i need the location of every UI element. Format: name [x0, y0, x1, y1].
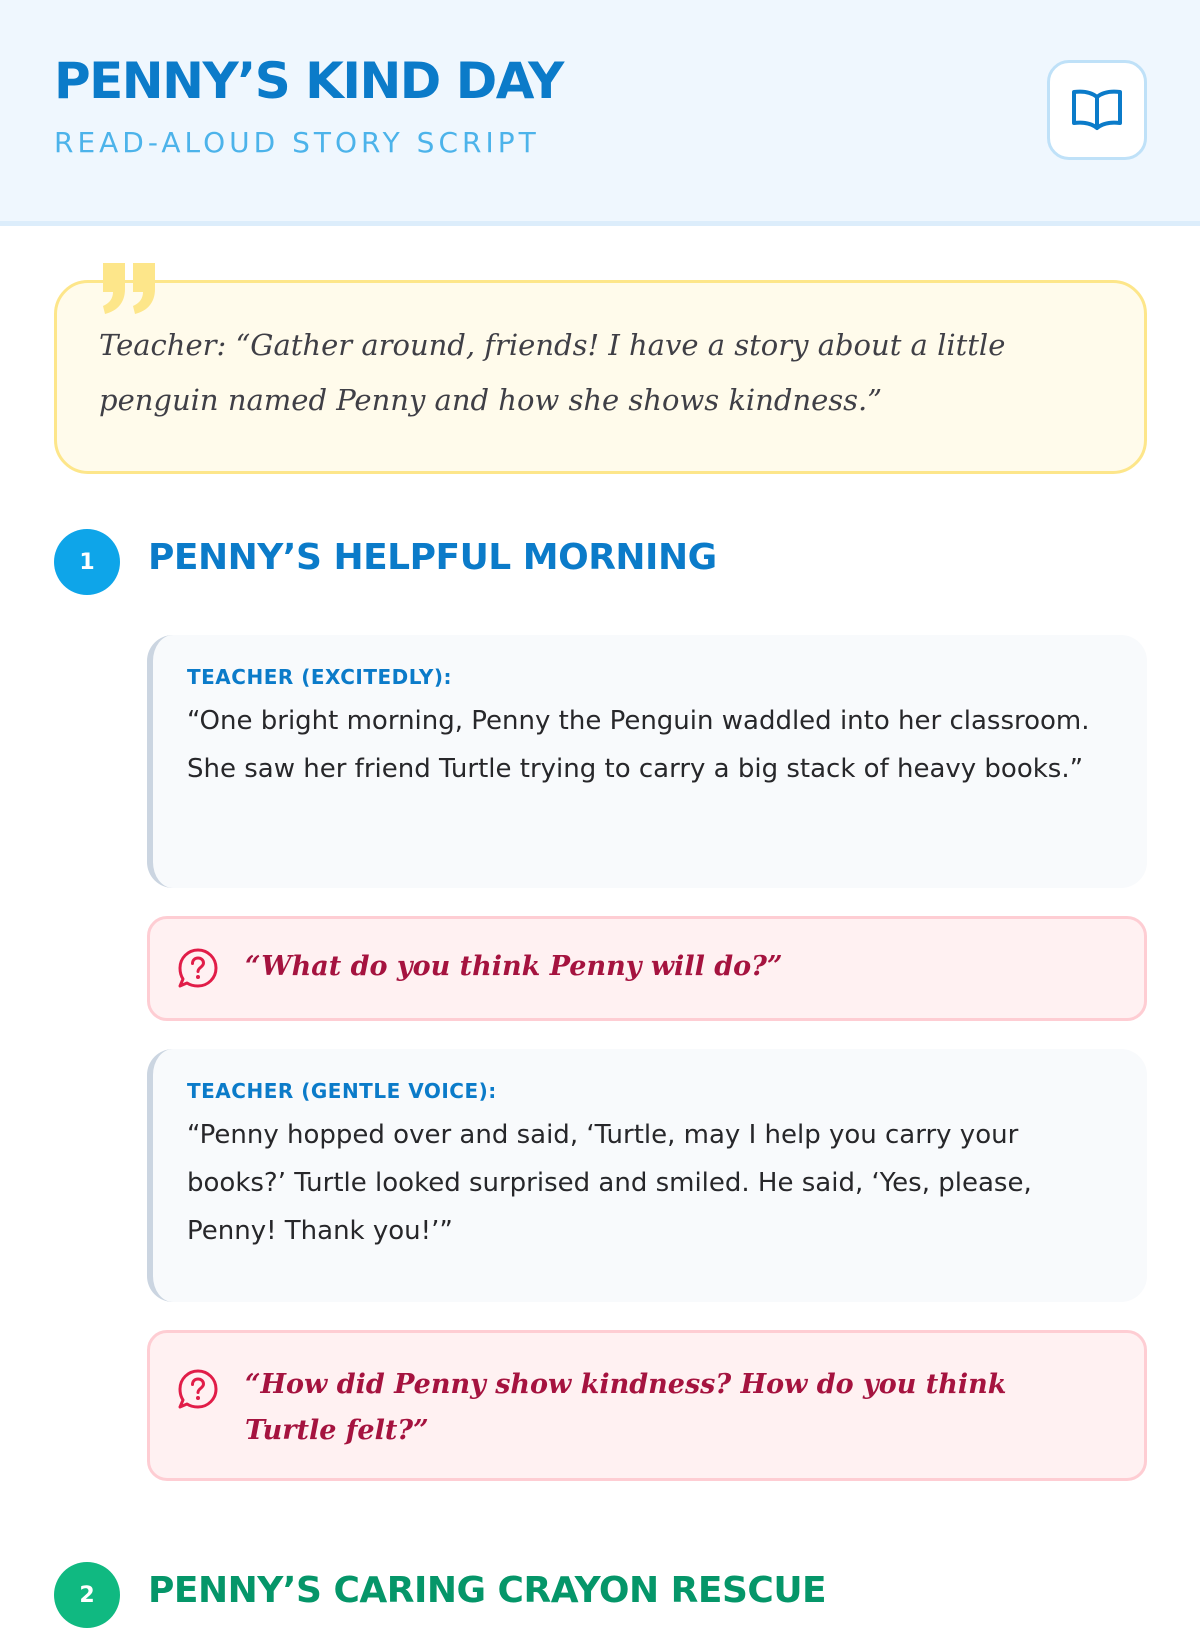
- speaker-label: TEACHER (EXCITEDLY):: [187, 665, 453, 689]
- question-card: [147, 1330, 1147, 1481]
- question-text: “What do you think Penny will do?”: [245, 951, 783, 982]
- narration-card: [147, 1049, 1147, 1302]
- page-subtitle: READ-ALOUD STORY SCRIPT: [54, 126, 540, 159]
- section-header: [54, 1562, 1147, 1628]
- narration-text: “One bright morning, Penny the Penguin waddled into her classroom. She saw her friend Turtle trying to carry a big stack of heavy books.”: [187, 706, 1090, 784]
- book-button[interactable]: [1047, 60, 1147, 160]
- narration-card: [147, 635, 1147, 888]
- narration-text: “Penny hopped over and said, ‘Turtle, may I help you carry your books?’ Turtle looked surprised and smiled. He said, ‘Yes, please, Penny! Thank you!’”: [187, 1120, 1032, 1246]
- question-bubble-icon: [176, 1367, 220, 1411]
- section-number: 1: [54, 529, 120, 595]
- speaker-label: TEACHER (GENTLE VOICE):: [187, 1079, 497, 1103]
- section-title: PENNY’S HELPFUL MORNING: [148, 537, 717, 578]
- section-number: 2: [54, 1562, 120, 1628]
- page-title: PENNY’S KIND DAY: [54, 52, 563, 110]
- intro-card: [54, 280, 1147, 474]
- header: [0, 0, 1200, 226]
- question-bubble-icon: [176, 946, 220, 990]
- section-header: [54, 529, 1147, 595]
- quote-icon: [99, 259, 159, 319]
- open-book-icon: [1071, 88, 1123, 132]
- section-title: PENNY’S CARING CRAYON RESCUE: [148, 1570, 827, 1611]
- question-text: “How did Penny show kindness? How do you think Turtle felt?”: [245, 1369, 1007, 1446]
- question-card: [147, 916, 1147, 1021]
- intro-text: Teacher: “Gather around, friends! I have a story about a little penguin named Penny and how she shows kindness.”: [99, 328, 1006, 417]
